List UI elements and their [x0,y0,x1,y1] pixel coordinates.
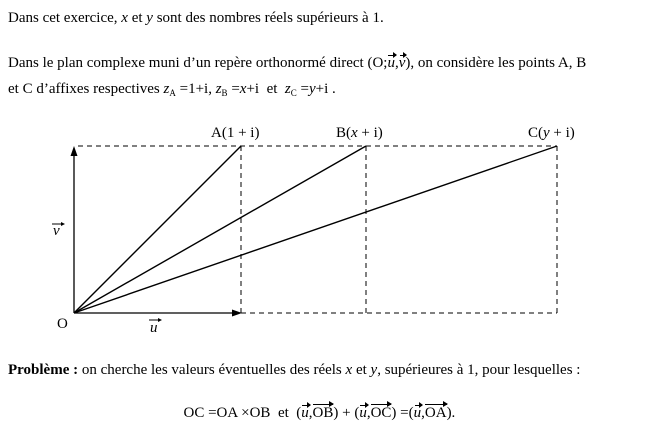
paren: ) [333,405,339,421]
label-B-pre: B( [336,125,351,141]
text-segment: Dans le plan complexe muni d’un repère orthonormé direct [8,55,368,71]
plus: + [338,405,355,421]
problem-equation [176,388,455,422]
segment-OA [74,146,241,313]
affix-sub-A: A [169,88,176,98]
vector-OC: OC [370,405,392,421]
v-axis-arrowhead [71,146,78,156]
equation-modulus-part: OC =OA ×OB [183,405,271,421]
segment-OB [74,146,366,313]
comma: , [421,405,425,421]
vector-OB: OB [312,405,334,421]
problem-heading: Problème : [8,362,79,378]
label-C-pre: C( [528,125,543,141]
affix-sub-C: C [290,88,297,98]
label-origin: O [57,316,68,332]
affix-z: z [215,81,222,97]
vector-OA: OA [424,405,447,421]
equals: = [296,81,309,97]
affix-z: z [163,81,170,97]
vector-u: u [387,55,395,71]
label-vector-u: u [150,320,158,336]
label-B-var: x [351,125,358,141]
var-y: y [309,81,316,97]
label-C-var: y [543,125,550,141]
var-y: y [370,362,378,378]
vector-u: u [359,405,367,421]
affix-z: z [284,81,291,97]
equals: = [396,405,409,421]
text-segment: , on considère les points A, B [410,55,587,71]
paren: ) [391,405,397,421]
affix-value-C: +i . [315,81,336,97]
affix-value-A: =1+i [175,81,209,97]
text-segment: et C d’affixes respectives [8,81,164,97]
label-B-post: + i) [357,125,383,141]
frame-open: (O; [367,55,388,71]
frame-close: ) [405,55,411,71]
label-point-B [336,125,383,141]
text-segment: et [127,10,147,26]
frame-comma: , [394,55,399,71]
segment-OC [74,146,557,313]
comma: , [308,405,313,421]
problem-line [8,362,580,379]
label-point-C [528,125,575,141]
text-segment: , supérieures à 1, pour lesquelles : [377,362,581,378]
affix-sub-B: B [221,88,228,98]
equation-and: et [270,405,297,421]
separator: et [259,81,285,97]
paren: ( [296,405,302,421]
label-point-A: A(1 + i) [211,125,260,141]
vector-u: u [413,405,422,421]
equals: = [227,81,240,97]
var-x: x [121,10,128,26]
text-segment: on cherche les valeurs éventuelles des réels [78,362,346,378]
text-segment: sont des nombres réels supérieurs à 1. [152,10,384,26]
vector-u-arrowhead [158,318,162,322]
paren: ( [354,405,360,421]
var-y: y [146,10,153,26]
affix-value-B: +i [246,81,260,97]
text-segment: et [352,362,371,378]
vector-u: u [301,405,309,421]
vector-v: v [398,55,406,71]
var-x: x [345,362,353,378]
paren: ). [446,405,456,421]
comma: , [366,405,371,421]
label-C-post: + i) [549,125,575,141]
vector-v-arrowhead [61,222,65,226]
var-x: x [239,81,247,97]
text-segment: Dans cet exercice, [8,10,122,26]
paren: ( [408,405,414,421]
separator: , [208,81,216,97]
label-vector-v: v [53,223,60,239]
